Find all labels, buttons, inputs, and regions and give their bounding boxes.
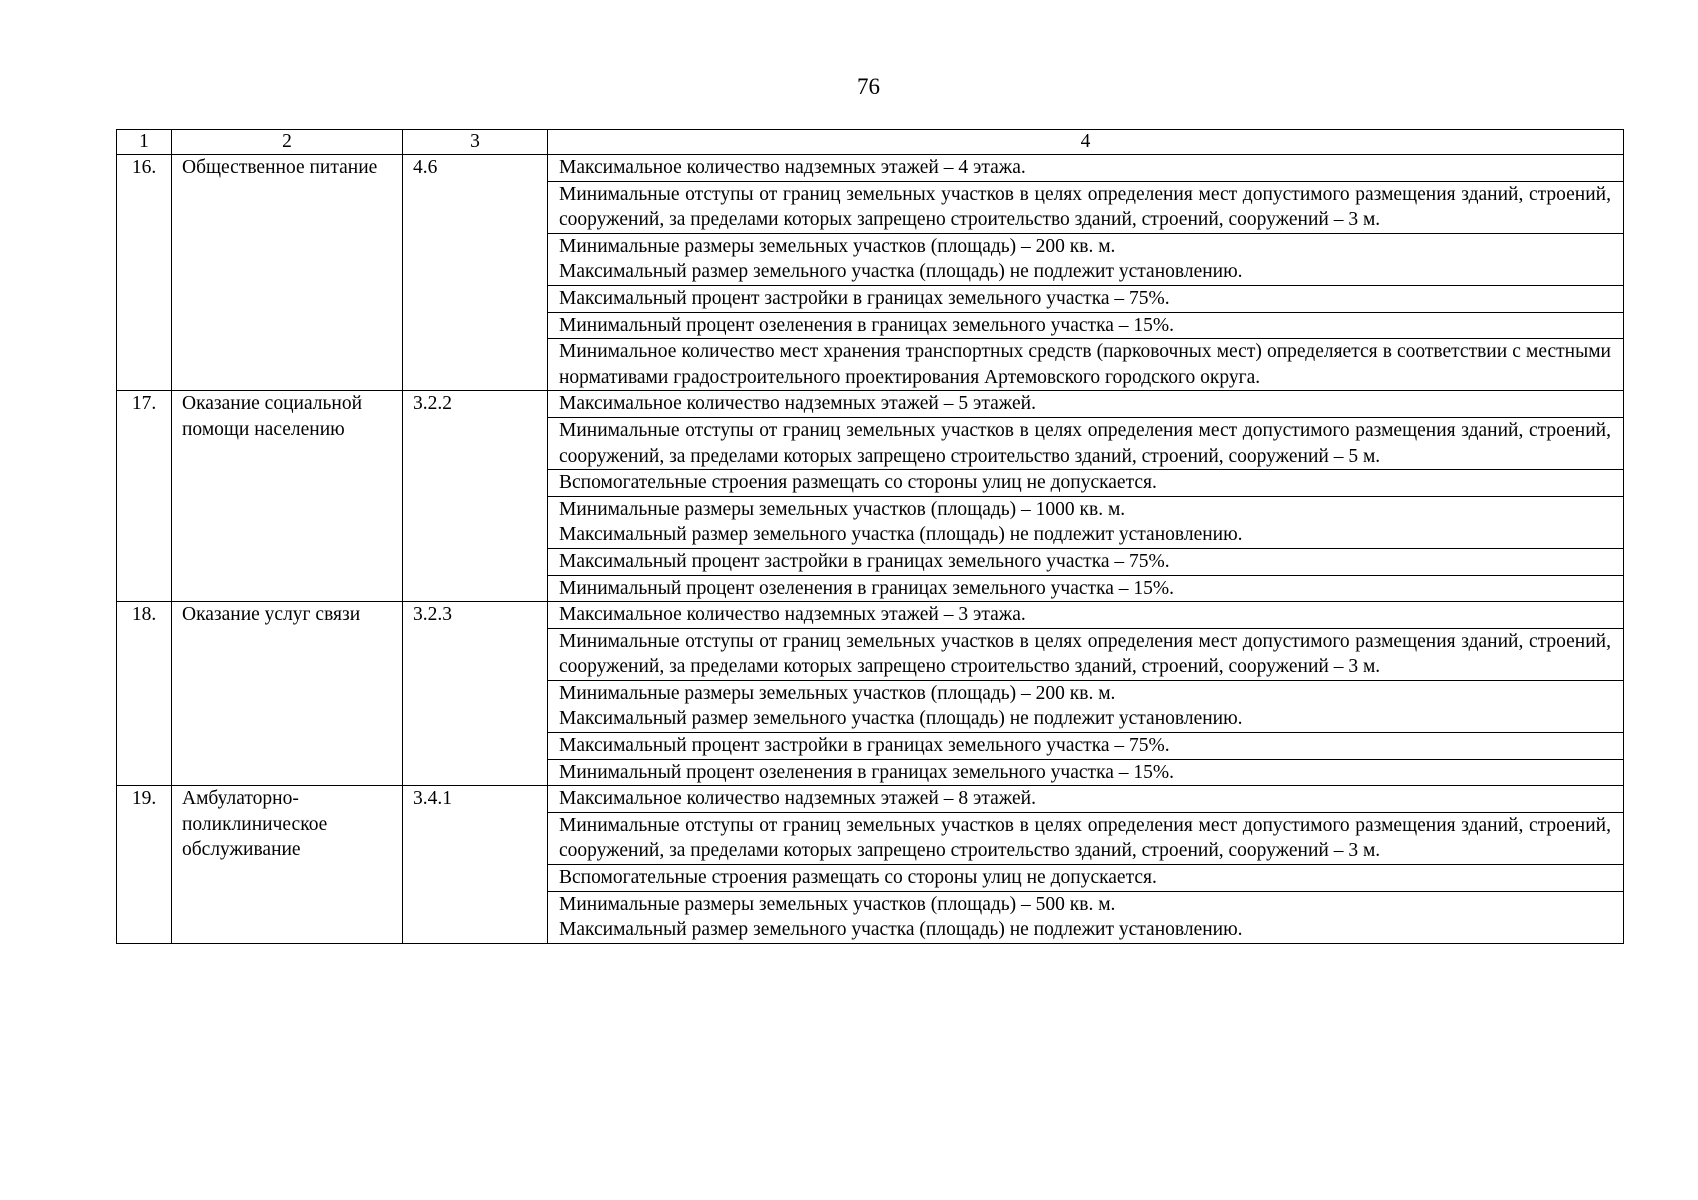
row-number: 16. [117,155,172,391]
parameter-text: Минимальные отступы от границ земельных участков в целях определения мест допустимого размещения зданий, строений, сооружений, за пределами которых запрещено строительство зданий, строений, сооружений – 3 м. [559,630,1611,678]
parameter-text: Максимальный процент застройки в границах земельного участка – 75%. [559,550,1170,572]
parameter-cell [548,891,1624,943]
parameter-cell [548,575,1624,602]
parameter-text: Минимальные размеры земельных участков (площадь) – 500 кв. м. [559,893,1116,915]
parameter-cell [548,733,1624,760]
parameter-cell [548,417,1624,469]
parameter-text: Минимальные размеры земельных участков (площадь) – 1000 кв. м. [559,498,1126,520]
table-row [117,155,1624,182]
row-number: 19. [117,786,172,944]
table-body [117,155,1624,944]
parameter-cell [548,680,1624,732]
parameter-text: Максимальный процент застройки в границах земельного участка – 75%. [559,287,1170,309]
parameter-text: Вспомогательные строения размещать со стороны улиц не допускается. [559,867,1157,889]
row-number: 17. [117,391,172,602]
parameter-text: Максимальное количество надземных этажей – 5 этажей. [559,393,1036,415]
header-col-1: 1 [117,130,172,155]
parameter-cell [548,233,1624,285]
header-col-3: 3 [403,130,548,155]
parameter-text: Минимальные размеры земельных участков (площадь) – 200 кв. м. [559,235,1116,257]
parameter-text: Вспомогательные строения размещать со стороны улиц не допускается. [559,472,1157,494]
use-type-name: Оказание услуг связи [172,602,403,786]
parameter-text: Максимальный размер земельного участка (площадь) не подлежит установлению. [559,524,1243,546]
table-row [117,786,1624,813]
page-number: 76 [857,74,880,99]
parameter-cell [548,285,1624,312]
parameter-text: Минимальные отступы от границ земельных участков в целях определения мест допустимого размещения зданий, строений, сооружений, за пределами которых запрещено строительство зданий, строений, сооружений – 5 м. [559,419,1611,467]
parameter-text: Максимальное количество надземных этажей – 8 этажей. [559,788,1036,810]
use-type-name: Общественное питание [172,155,403,391]
parameter-text: Минимальные отступы от границ земельных участков в целях определения мест допустимого размещения зданий, строений, сооружений, за пределами которых запрещено строительство зданий, строений, сооружений – 3 м. [559,183,1611,231]
use-type-code: 3.4.1 [403,786,548,944]
parameter-text: Минимальный процент озеленения в границах земельного участка – 15%. [559,314,1175,336]
parameter-text: Максимальный размер земельного участка (площадь) не подлежит установлению. [559,708,1243,730]
use-type-code: 3.2.3 [403,602,548,786]
parameter-cell [548,391,1624,418]
parameter-cell [548,628,1624,680]
header-col-2: 2 [172,130,403,155]
parameter-cell [548,496,1624,548]
parameter-cell [548,812,1624,864]
parameter-text: Минимальный процент озеленения в границах земельного участка – 15%. [559,761,1175,783]
table-row [117,391,1624,418]
parameter-text: Минимальные размеры земельных участков (площадь) – 200 кв. м. [559,682,1116,704]
use-type-code: 3.2.2 [403,391,548,602]
parameter-cell [548,602,1624,629]
parameter-text: Максимальный размер земельного участка (площадь) не подлежит установлению. [559,919,1243,941]
use-type-name: Амбулаторно-поликлиническое обслуживание [172,786,403,944]
parameter-text: Минимальные отступы от границ земельных участков в целях определения мест допустимого размещения зданий, строений, сооружений, за пределами которых запрещено строительство зданий, строений, сооружений – 3 м. [559,814,1611,862]
header-row [117,130,1624,155]
parameter-cell [548,312,1624,339]
parameter-cell [548,470,1624,497]
use-type-code: 4.6 [403,155,548,391]
parameter-text: Максимальный процент застройки в границах земельного участка – 75%. [559,735,1170,757]
row-number: 18. [117,602,172,786]
parameter-cell [548,786,1624,813]
parameter-text: Максимальный размер земельного участка (площадь) не подлежит установлению. [559,261,1243,283]
parameter-cell [548,155,1624,182]
parameter-cell [548,865,1624,892]
parameter-cell [548,181,1624,233]
parameter-text: Минимальный процент озеленения в границах земельного участка – 15%. [559,577,1175,599]
parameter-text: Максимальное количество надземных этажей – 4 этажа. [559,157,1026,178]
parameter-text: Максимальное количество надземных этажей – 3 этажа. [559,604,1026,626]
use-type-name: Оказание социальной помощи населению [172,391,403,602]
parameter-text: Минимальное количество мест хранения транспортных средств (парковочных мест) определяется в соответствии с местными нормативами градостроительного проектирования Артемовского городского округа. [559,341,1611,388]
parameter-cell [548,548,1624,575]
parameter-cell [548,339,1624,391]
parameter-cell [548,759,1624,786]
regulations-table [116,129,1624,944]
header-col-4: 4 [548,130,1624,155]
table-row [117,602,1624,629]
